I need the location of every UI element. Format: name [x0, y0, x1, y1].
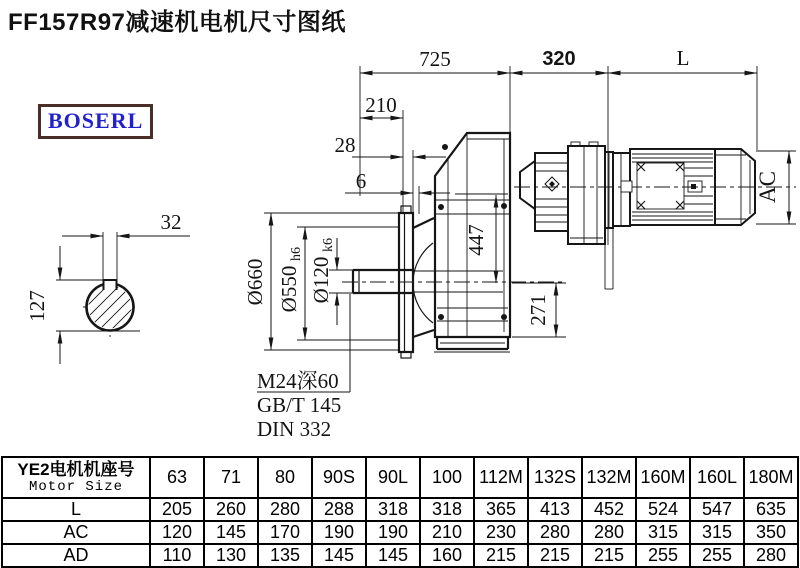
svg-text:Ø550: Ø550: [277, 265, 301, 313]
size-column-header: 160M: [636, 457, 690, 498]
size-column-header: 71: [204, 457, 258, 498]
size-column-header: 100: [420, 457, 474, 498]
size-column-header: 112M: [474, 457, 528, 498]
table-cell: 315: [690, 521, 744, 544]
dim-32: 32: [160, 210, 182, 234]
table-cell: 315: [636, 521, 690, 544]
table-header-cell: [2, 457, 150, 498]
table-cell: 210: [420, 521, 474, 544]
dim-447: 447: [464, 224, 488, 256]
table-cell: 260: [204, 498, 258, 521]
table-cell: 160: [420, 544, 474, 567]
table-cell: 120: [150, 521, 204, 544]
extension-lines: [56, 66, 796, 350]
table-cell: 215: [582, 544, 636, 567]
row-label: AD: [2, 544, 150, 567]
table-cell: 130: [204, 544, 258, 567]
table-cell: 452: [582, 498, 636, 521]
size-column-header: 180M: [744, 457, 798, 498]
size-column-header: 132S: [528, 457, 582, 498]
table-cell: 365: [474, 498, 528, 521]
motor: [613, 149, 755, 226]
table-cell: 318: [366, 498, 420, 521]
size-column-header: 90L: [366, 457, 420, 498]
table-cell: 190: [366, 521, 420, 544]
input-adapter: [520, 142, 613, 289]
dim-AC: AC: [755, 171, 780, 203]
table-body: [2, 457, 798, 567]
dimension-labels: [25, 46, 780, 441]
table-header-cn: YE2电机机座号: [17, 459, 135, 479]
table-cell: 255: [690, 544, 744, 567]
dim-120: [309, 238, 336, 303]
table-cell: 280: [582, 521, 636, 544]
table-cell: 280: [744, 544, 798, 567]
table-cell: 135: [258, 544, 312, 567]
size-column-header: 160L: [690, 457, 744, 498]
size-column-header: 90S: [312, 457, 366, 498]
note-thread: M24深60: [257, 369, 339, 393]
table-header-row: [2, 457, 798, 498]
table-cell: 280: [258, 498, 312, 521]
table-cell: 145: [312, 544, 366, 567]
size-column-header: 132M: [582, 457, 636, 498]
table-cell: 215: [528, 544, 582, 567]
row-label: AC: [2, 521, 150, 544]
table-cell: 635: [744, 498, 798, 521]
table-cell: 280: [528, 521, 582, 544]
size-column-header: 80: [258, 457, 312, 498]
table-cell: 288: [312, 498, 366, 521]
svg-text:k6: k6: [321, 238, 336, 252]
table-cell: 145: [366, 544, 420, 567]
table-cell: 547: [690, 498, 744, 521]
table-row: [2, 498, 798, 521]
dim-210: 210: [365, 93, 397, 117]
table-cell: 413: [528, 498, 582, 521]
note-din: DIN 332: [257, 417, 332, 441]
size-column-header: 63: [150, 457, 204, 498]
gearbox-body: [413, 133, 510, 352]
dim-550: [277, 247, 304, 312]
table-cell: 215: [474, 544, 528, 567]
table-cell: 524: [636, 498, 690, 521]
note-gb: GB/T 145: [257, 393, 342, 417]
table-cell: 205: [150, 498, 204, 521]
table-cell: 110: [150, 544, 204, 567]
dim-L: L: [676, 46, 690, 70]
table-header-en: Motor Size: [28, 478, 123, 495]
svg-text:Ø120: Ø120: [309, 256, 333, 304]
motor-size-table-wrap: [1, 456, 798, 568]
dim-320: 320: [542, 48, 576, 70]
dim-6: 6: [355, 169, 367, 193]
center-mark-icon: [545, 177, 559, 191]
shaft-section-view: [63, 280, 161, 331]
page-title: FF157R97减速机电机尺寸图纸: [8, 9, 346, 36]
dim-271: 271: [526, 294, 550, 326]
dim-660: Ø660: [243, 258, 267, 306]
table-cell: 230: [474, 521, 528, 544]
table-cell: 190: [312, 521, 366, 544]
table-cell: 350: [744, 521, 798, 544]
dim-725: 725: [419, 47, 451, 71]
dim-28: 28: [334, 133, 356, 157]
table-cell: 255: [636, 544, 690, 567]
row-label: L: [2, 498, 150, 521]
table-cell: 318: [420, 498, 474, 521]
brand-logo-text: BOSERL: [48, 108, 144, 133]
table-row: [2, 544, 798, 567]
table-row: [2, 521, 798, 544]
svg-text:h6: h6: [289, 247, 304, 261]
dim-127: 127: [25, 290, 49, 322]
motor-size-table: [1, 456, 799, 568]
table-cell: 170: [258, 521, 312, 544]
table-cell: 145: [204, 521, 258, 544]
